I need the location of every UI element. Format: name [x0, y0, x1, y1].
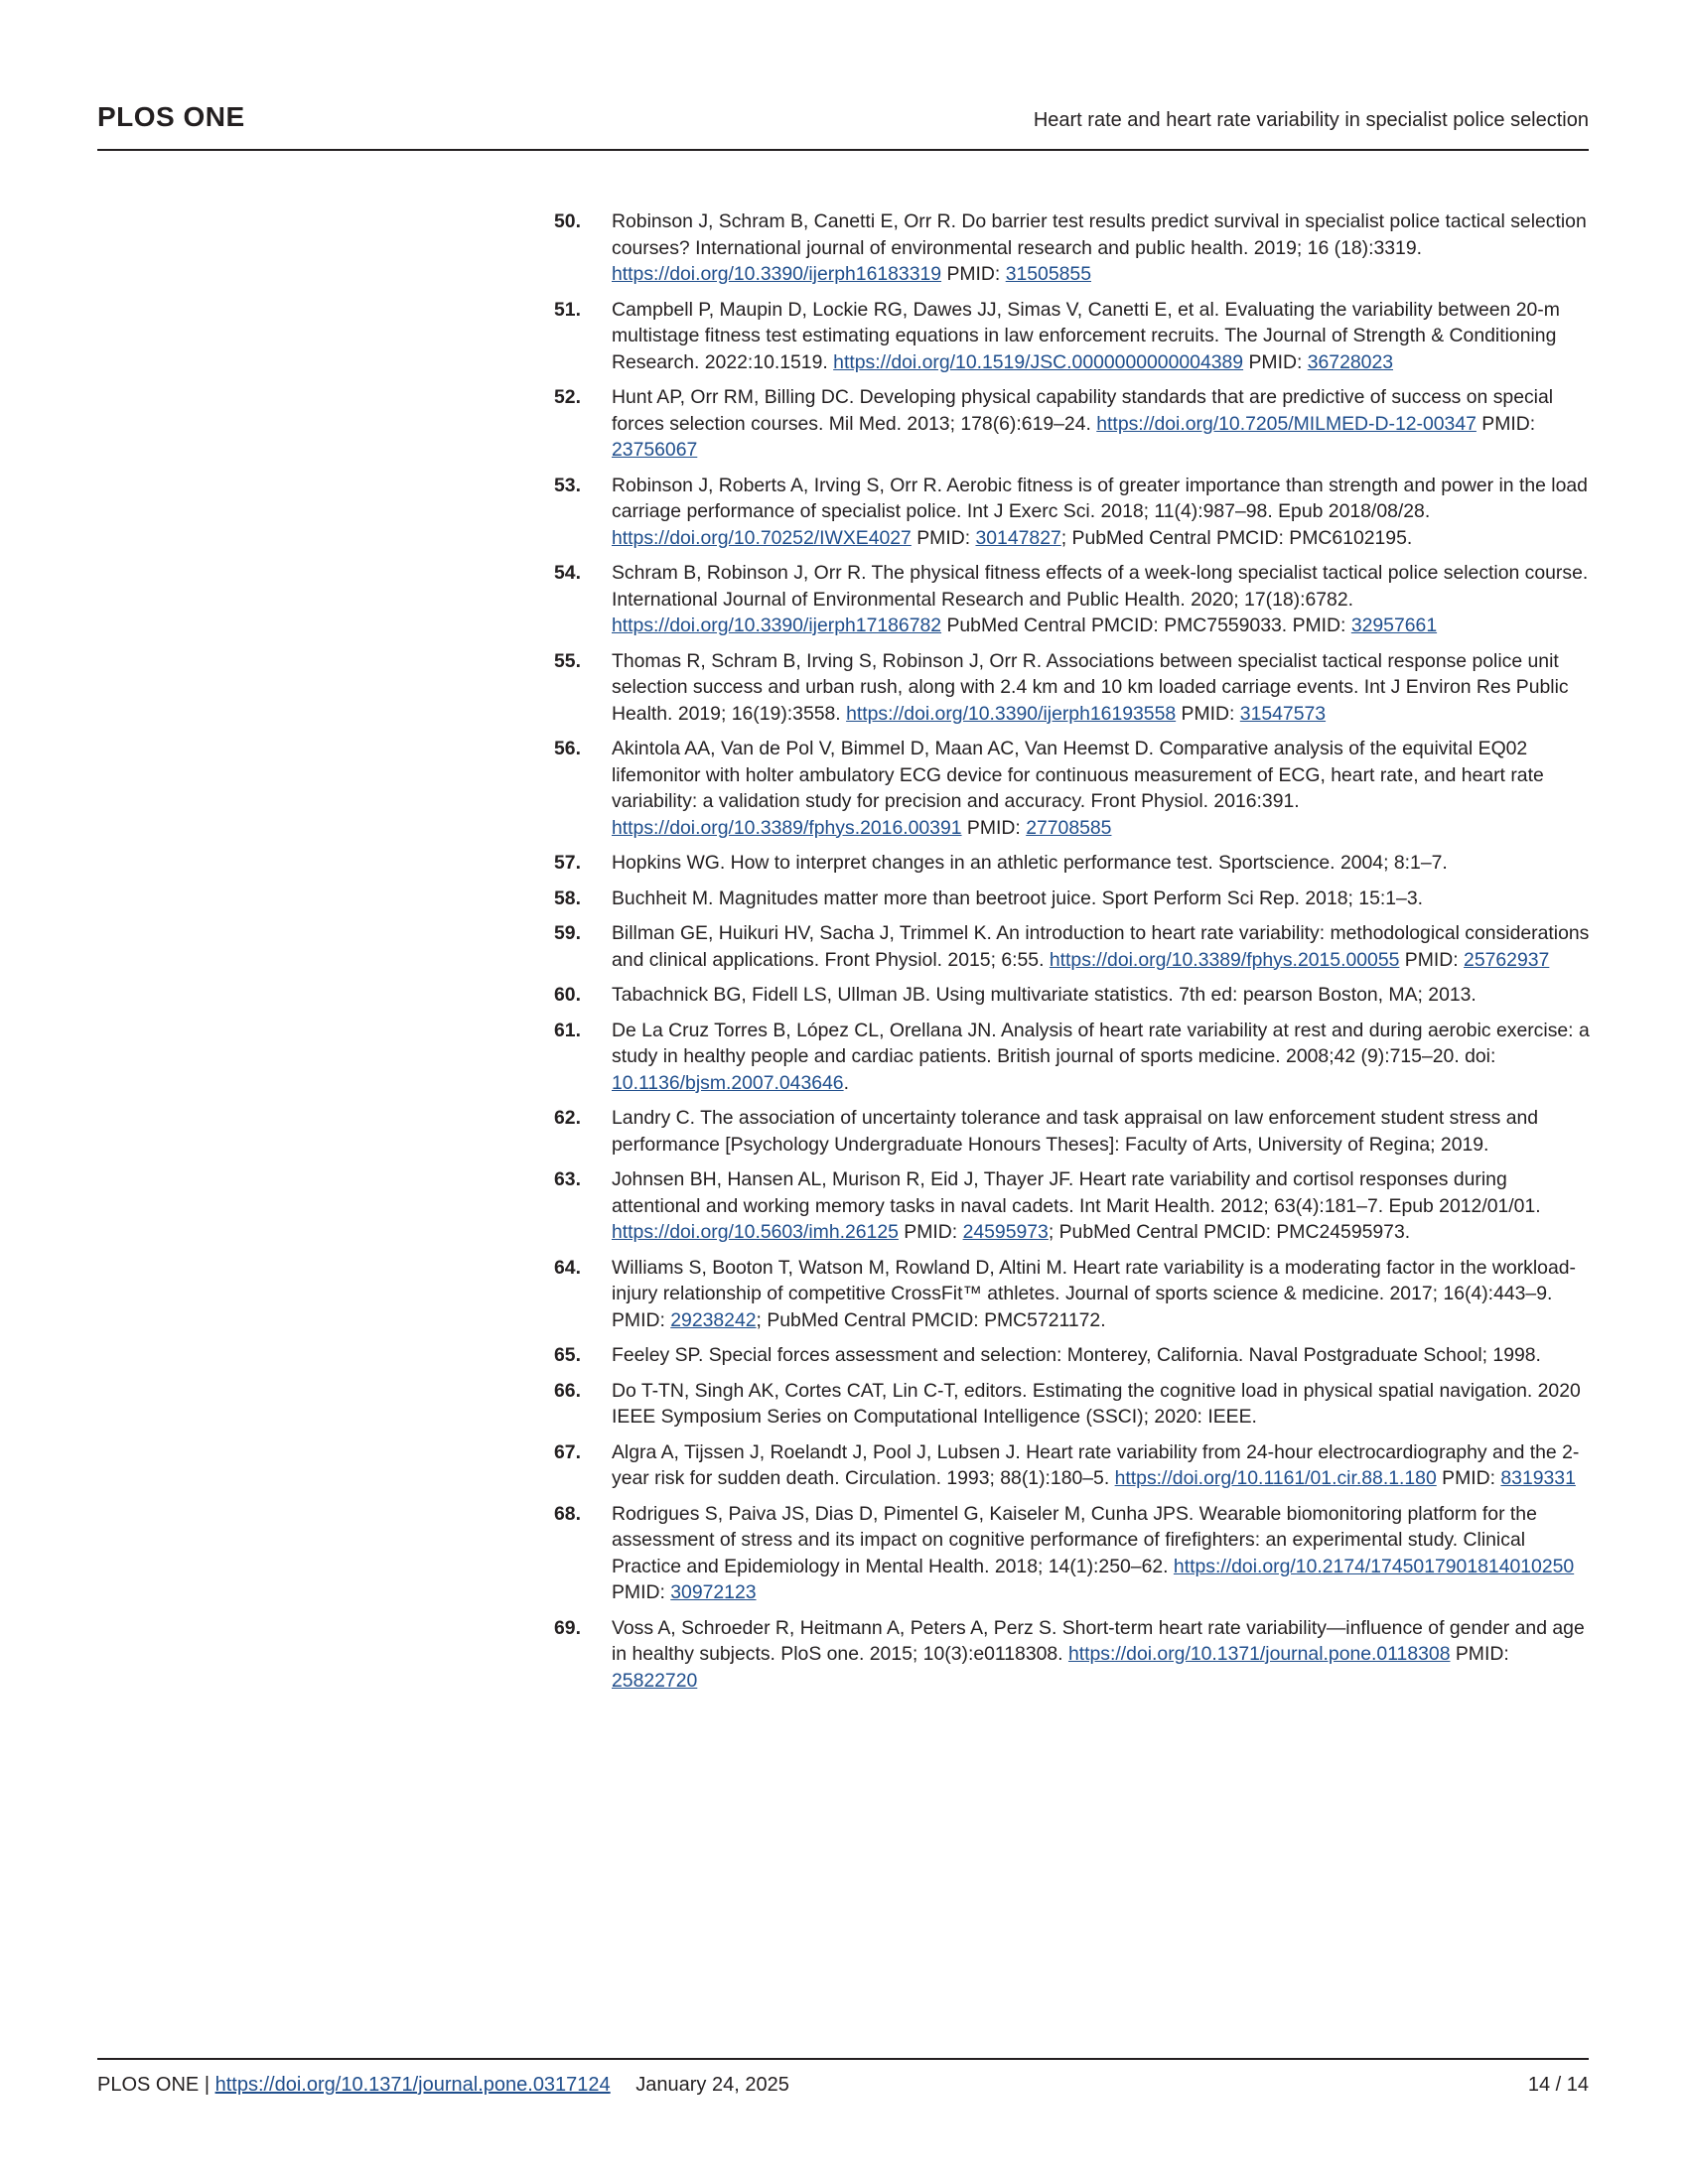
reference-text-segment: Johnsen BH, Hansen AL, Murison R, Eid J, Thayer JF. Heart rate variability and cortisol responses during attentional and working memory tasks in naval cadets. Int Marit Health. 2012; 63(4):181–7. Epub 2012/01/01. [612, 1168, 1541, 1217]
reference-item [554, 886, 1592, 912]
reference-link[interactable]: https://doi.org/10.1519/JSC.0000000000004389 [833, 350, 1244, 373]
reference-link[interactable]: 31505855 [1005, 263, 1091, 285]
reference-text-segment: Schram B, Robinson J, Orr R. The physical fitness effects of a week-long specialist tactical police selection course. International Journal of Environmental Research and Public Health. 2020; 17(18):6782. [612, 562, 1589, 611]
reference-link[interactable]: https://doi.org/10.5603/imh.26125 [612, 1221, 899, 1243]
reference-text [612, 1617, 1585, 1692]
reference-text [612, 887, 1423, 909]
running-title: Heart rate and heart rate variability in specialist police selection [1033, 109, 1589, 131]
reference-link[interactable]: 36728023 [1307, 350, 1394, 373]
reference-text-segment: PubMed Central PMCID: PMC7559033. PMID: [941, 614, 1351, 636]
reference-link[interactable]: 25762937 [1464, 948, 1550, 971]
reference-item [554, 560, 1592, 639]
reference-item [554, 1501, 1592, 1606]
reference-number: 60. [554, 984, 581, 1006]
reference-link[interactable]: 31547573 [1239, 702, 1327, 725]
reference-link[interactable]: 8319331 [1500, 1467, 1576, 1489]
reference-text [612, 1503, 1574, 1604]
reference-text-segment: Voss A, Schroeder R, Heitmann A, Peters A, Perz S. Short-term heart rate variability—influence of gender and age in healthy subjects. PloS one. 2015; 10(3):e0118308. [612, 1616, 1585, 1665]
footer-doi-link[interactable]: https://doi.org/10.1371/journal.pone.0317124 [214, 2074, 611, 2096]
reference-text-segment: De La Cruz Torres B, López CL, Orellana JN. Analysis of heart rate variability at rest and during aerobic exercise: a study in healthy people and cardiac patients. British journal of sports medicine. 2008;42 (9):715–20. doi: [612, 1019, 1590, 1067]
reference-link[interactable]: https://doi.org/10.3390/ijerph16193558 [846, 702, 1177, 725]
reference-text [612, 984, 1477, 1006]
reference-link[interactable]: 23756067 [612, 439, 698, 461]
reference-item [554, 1615, 1592, 1695]
reference-text [612, 852, 1448, 874]
reference-text [612, 1441, 1579, 1490]
reference-number: 56. [554, 738, 581, 759]
reference-item [554, 648, 1592, 728]
reference-text-segment: ; PubMed Central PMCID: PMC24595973. [1048, 1221, 1411, 1243]
reference-number: 50. [554, 210, 581, 232]
reference-link[interactable]: 30147827 [975, 526, 1061, 549]
reference-list [554, 208, 1592, 1703]
reference-link[interactable]: https://doi.org/10.1161/01.cir.88.1.180 [1114, 1467, 1437, 1489]
reference-item [554, 1342, 1592, 1369]
reference-text-segment: Tabachnick BG, Fidell LS, Ullman JB. Using multivariate statistics. 7th ed: pearson Boston, MA; 2013. [612, 984, 1477, 1006]
reference-link[interactable]: https://doi.org/10.3389/fphys.2015.00055 [1049, 948, 1400, 971]
reference-text-segment: PMID: [961, 816, 1027, 839]
reference-text-segment: PMID: [1243, 350, 1308, 373]
reference-text-segment: Williams S, Booton T, Watson M, Rowland D, Altini M. Heart rate variability is a moderating factor in the workload-injury relationship of competitive CrossFit™ athletes. Journal of sports science & medicine. 2017; 16(4):443–9. PMID: [612, 1256, 1576, 1331]
reference-text [612, 922, 1589, 971]
reference-text [612, 299, 1560, 373]
reference-text-segment: PMID: [911, 526, 976, 549]
footer-date: January 24, 2025 [635, 2074, 789, 2096]
reference-text-segment: PMID: [1476, 412, 1536, 435]
reference-text-segment: Campbell P, Maupin D, Lockie RG, Dawes JJ, Simas V, Canetti E, et al. Evaluating the variability between 20-m multistage fitness test estimating equations in law enforcement recruits. The Journal of Strength & Conditioning Research. 2022:10.1519. [612, 298, 1560, 373]
reference-text [612, 1107, 1538, 1156]
reference-number: 61. [554, 1019, 581, 1041]
journal-name: PLOS ONE [97, 101, 245, 132]
reference-item [554, 384, 1592, 464]
reference-number: 52. [554, 386, 581, 408]
reference-text-segment: Do T-TN, Singh AK, Cortes CAT, Lin C-T, editors. Estimating the cognitive load in physical spatial navigation. 2020 IEEE Symposium Series on Computational Intelligence (SSCI); 2020: IEEE. [612, 1379, 1581, 1428]
reference-text [612, 1020, 1590, 1094]
reference-number: 69. [554, 1616, 581, 1639]
reference-text [612, 562, 1588, 636]
reference-text-segment: PMID: [941, 263, 1006, 285]
reference-text-segment: Hunt AP, Orr RM, Billing DC. Developing physical capability standards that are predictive of success on special forces selection courses. Mil Med. 2013; 178(6):619–24. [612, 386, 1554, 435]
reference-number: 65. [554, 1344, 581, 1366]
reference-number: 64. [554, 1256, 581, 1279]
reference-item [554, 920, 1592, 973]
reference-text-segment: ; PubMed Central PMCID: PMC6102195. [1060, 526, 1413, 549]
reference-text-segment: Buchheit M. Magnitudes matter more than beetroot juice. Sport Perform Sci Rep. 2018; 15:1–3. [612, 887, 1423, 909]
reference-text [612, 1168, 1541, 1243]
reference-number: 63. [554, 1168, 581, 1190]
reference-text-segment: Robinson J, Schram B, Canetti E, Orr R. Do barrier test results predict survival in specialist police tactical selection courses? International journal of environmental research and public health. 2019; 16 (18):3319. [612, 210, 1587, 259]
reference-link[interactable]: https://doi.org/10.2174/1745017901814010250 [1173, 1555, 1575, 1577]
reference-number: 53. [554, 474, 581, 496]
reference-text [612, 650, 1569, 725]
reference-text-segment: PMID: [612, 1581, 671, 1603]
reference-number: 54. [554, 562, 581, 584]
reference-item [554, 850, 1592, 877]
page-header [97, 97, 1589, 151]
reference-number: 68. [554, 1502, 581, 1525]
reference-item [554, 1105, 1592, 1158]
reference-number: 59. [554, 922, 581, 944]
reference-number: 62. [554, 1107, 581, 1129]
footer-journal: PLOS ONE | [97, 2074, 211, 2096]
reference-text [612, 475, 1588, 549]
reference-link[interactable]: 24595973 [962, 1221, 1049, 1243]
reference-text [612, 210, 1587, 285]
reference-number: 55. [554, 649, 581, 672]
reference-text-segment: Robinson J, Roberts A, Irving S, Orr R. Aerobic fitness is of greater importance than strength and power in the load carriage performance of specialist police. Int J Exerc Sci. 2018; 11(4):987–98. Epub 2018/08/28. [612, 474, 1588, 522]
reference-item [554, 1378, 1592, 1431]
reference-link[interactable]: 25822720 [612, 1669, 698, 1692]
reference-link[interactable]: https://doi.org/10.1371/journal.pone.0118308 [1067, 1643, 1451, 1665]
reference-text-segment: Rodrigues S, Paiva JS, Dias D, Pimentel G, Kaiseler M, Cunha JPS. Wearable biomonitoring platform for the assessment of stress and its impact on cognitive performance of firefighters: an experimental study. Clinical Practice and Epidemiology in Mental Health. 2018; 14(1):250–62. [612, 1502, 1537, 1577]
reference-link[interactable]: 32957661 [1350, 614, 1438, 636]
page-number: 14 / 14 [1527, 2074, 1589, 2096]
reference-text-segment: Landry C. The association of uncertainty tolerance and task appraisal on law enforcement student stress and performance [Psychology Undergraduate Honours Theses]: Faculty of Arts, University of Regina; 2019. [612, 1107, 1539, 1156]
reference-text-segment: Hopkins WG. How to interpret changes in an athletic performance test. Sportscience. 2004; 8:1–7. [612, 852, 1448, 874]
reference-text-segment: Billman GE, Huikuri HV, Sacha J, Trimmel K. An introduction to heart rate variability: methodological considerations and clinical applications. Front Physiol. 2015; 6:55. [612, 922, 1590, 971]
reference-text [612, 386, 1553, 461]
reference-item [554, 982, 1592, 1009]
reference-text-segment: Algra A, Tijssen J, Roelandt J, Pool J, Lubsen J. Heart rate variability from 24-hour electrocardiography and the 2-year risk for sudden death. Circulation. 1993; 88(1):180–5. [612, 1440, 1580, 1489]
reference-text-segment: PMID: [898, 1221, 963, 1243]
reference-text-segment: PMID: [1399, 948, 1465, 971]
reference-text-segment: PMID: [1176, 702, 1240, 725]
reference-number: 51. [554, 298, 581, 321]
reference-item [554, 1018, 1592, 1097]
reference-item [554, 473, 1592, 552]
reference-text-segment: ; PubMed Central PMCID: PMC5721172. [756, 1308, 1106, 1331]
reference-number: 57. [554, 852, 581, 874]
reference-text-segment: PMID: [1450, 1643, 1509, 1665]
page-footer [97, 2058, 1589, 2097]
reference-link[interactable]: 27708585 [1026, 816, 1112, 839]
reference-text [612, 738, 1544, 839]
reference-text [612, 1344, 1541, 1366]
reference-link[interactable]: 29238242 [670, 1308, 757, 1331]
reference-number: 58. [554, 887, 581, 909]
reference-text [612, 1380, 1581, 1429]
reference-text [612, 1257, 1576, 1331]
reference-item [554, 1255, 1592, 1334]
reference-item [554, 1166, 1592, 1246]
reference-link[interactable]: https://doi.org/10.3389/fphys.2016.00391 [612, 816, 962, 839]
reference-item [554, 736, 1592, 841]
reference-link[interactable]: https://doi.org/10.7205/MILMED-D-12-00347 [1096, 412, 1477, 435]
reference-link[interactable]: https://doi.org/10.3390/ijerph16183319 [612, 263, 942, 285]
reference-text-segment: . [843, 1071, 849, 1094]
reference-link[interactable]: https://doi.org/10.70252/IWXE4027 [612, 526, 912, 549]
reference-item [554, 297, 1592, 376]
reference-number: 66. [554, 1379, 581, 1402]
reference-item [554, 208, 1592, 288]
reference-text-segment: PMID: [1436, 1467, 1501, 1489]
reference-text-segment: Akintola AA, Van de Pol V, Bimmel D, Maan AC, Van Heemst D. Comparative analysis of the equivital EQ02 lifemonitor with holter ambulatory ECG device for continuous measurement of ECG, heart rate, and heart rate variability: a validation study for precision and accuracy. Front Physiol. 2016:391. [612, 738, 1544, 812]
reference-link[interactable]: 10.1136/bjsm.2007.043646 [612, 1071, 844, 1094]
reference-number: 67. [554, 1440, 581, 1463]
reference-text-segment: Feeley SP. Special forces assessment and selection: Monterey, California. Naval Postgraduate School; 1998. [612, 1344, 1541, 1366]
reference-text-segment: Thomas R, Schram B, Irving S, Robinson J, Orr R. Associations between specialist tactical response police unit selection success and urban rush, along with 2.4 km and 10 km loaded carriage events. Int J Environ Res Public Health. 2019; 16(19):3558. [612, 649, 1569, 725]
reference-link[interactable]: 30972123 [670, 1581, 757, 1603]
reference-link[interactable]: https://doi.org/10.3390/ijerph17186782 [612, 614, 942, 636]
reference-item [554, 1439, 1592, 1492]
